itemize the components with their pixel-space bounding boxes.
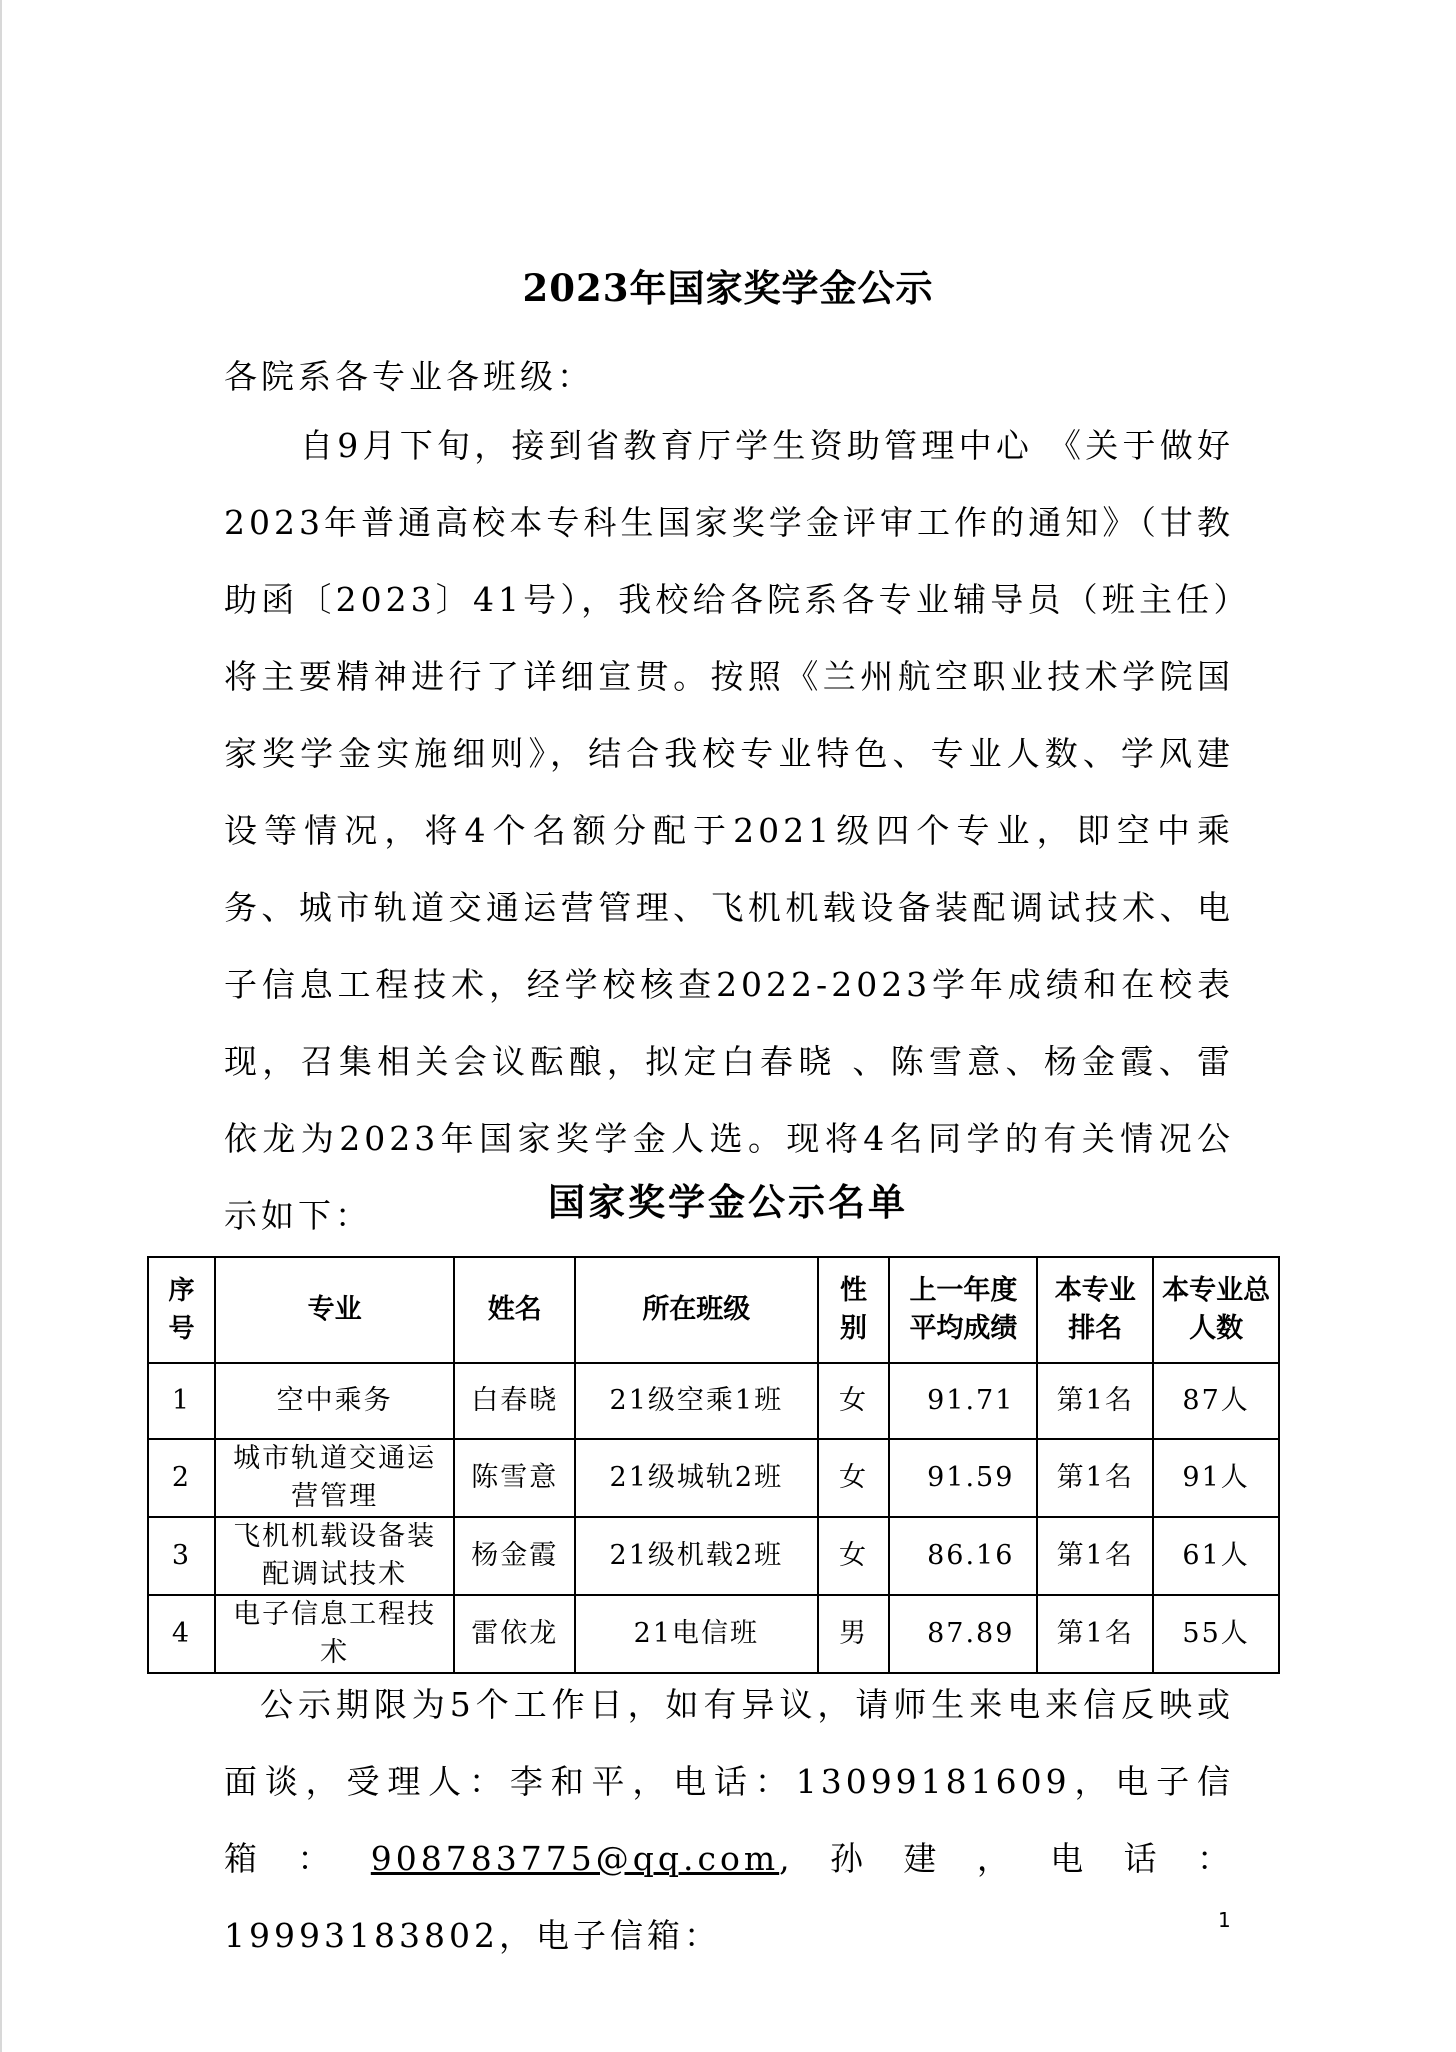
row-index: 3 [148,1517,215,1595]
table-title: 国家奖学金公示名单 [548,1180,908,1224]
row-score: 91.59 [889,1439,1037,1517]
row-score: 86.16 [889,1517,1037,1595]
row-gender: 男 [818,1595,890,1673]
header-name: 姓名 [454,1257,575,1363]
row-name: 雷依龙 [454,1595,575,1673]
table-row [148,1595,1279,1673]
row-class: 21级空乘1班 [575,1363,817,1439]
row-rank: 第1名 [1037,1363,1153,1439]
row-gender: 女 [818,1517,890,1595]
row-class: 21级机载2班 [575,1517,817,1595]
row-major: 空中乘务 [215,1363,454,1439]
header-total: 本专业总人数 [1153,1257,1279,1363]
header-rank: 本专业排名 [1037,1257,1153,1363]
row-index: 2 [148,1439,215,1517]
row-major: 飞机机载设备装配调试技术 [215,1517,454,1595]
row-name: 白春晓 [454,1363,575,1439]
header-index: 序号 [148,1257,215,1363]
page-number: 1 [1218,1908,1231,1932]
header-average-score: 上一年度平均成绩 [889,1257,1037,1363]
table-row [148,1517,1279,1595]
table-row [148,1363,1279,1439]
table-header-row [148,1257,1279,1363]
row-total: 61人 [1153,1517,1279,1595]
row-index: 1 [148,1363,215,1439]
row-class: 21电信班 [575,1595,817,1673]
header-major: 专业 [215,1257,454,1363]
contact-text-part2: ,孙建，电话：19993183802，电子信箱： [224,1839,1234,1955]
contact-text-part1: 公示期限为5个工作日，如有异议，请师生来电来信反映或面谈，受理人：李和平，电话：13099181609，电子信箱： [224,1685,1234,1878]
row-major: 电子信息工程技术 [215,1595,454,1673]
row-score: 91.71 [889,1363,1037,1439]
row-total: 91人 [1153,1439,1279,1517]
row-total: 55人 [1153,1595,1279,1673]
document-title: 2023年国家奖学金公示 [522,266,934,310]
notice-paragraph: 自9月下旬，接到省教育厅学生资助管理中心 《关于做好2023年普通高校本专科生国家奖学金评审工作的通知》（甘教助函〔2023〕41号），我校给各院系各专业辅导员（班主任）将主要精神进行了详细宣贯。按照《兰州航空职业技术学院国家奖学金实施细则》，结合我校专业特色、专业人数、学风建设等情况，将4个名额分配于2021级四个专业，即空中乘务、城市轨道交通运营管理、飞机机载设备装配调试技术、电子信息工程技术，经学校核查2022-2023学年成绩和在校表现，召集相关会议酝酿，拟定白春晓 、陈雪意、杨金霞、雷依龙为2023年国家奖学金人选。现将4名同学的有关情况公示如下： [224,426,1234,1235]
salutation: 各院系各专业各班级： [224,357,594,396]
row-score: 87.89 [889,1595,1037,1673]
contact-email-link[interactable]: 908783775@qq.com [370,1839,780,1878]
contact-paragraph [224,1666,1234,1974]
header-class: 所在班级 [575,1257,817,1363]
row-class: 21级城轨2班 [575,1439,817,1517]
row-total: 87人 [1153,1363,1279,1439]
row-major: 城市轨道交通运营管理 [215,1439,454,1517]
row-gender: 女 [818,1363,890,1439]
row-index: 4 [148,1595,215,1673]
row-rank: 第1名 [1037,1517,1153,1595]
table-row [148,1439,1279,1517]
scholarship-table [147,1256,1280,1674]
header-gender: 性别 [818,1257,890,1363]
row-rank: 第1名 [1037,1595,1153,1673]
row-gender: 女 [818,1439,890,1517]
row-rank: 第1名 [1037,1439,1153,1517]
row-name: 杨金霞 [454,1517,575,1595]
row-name: 陈雪意 [454,1439,575,1517]
